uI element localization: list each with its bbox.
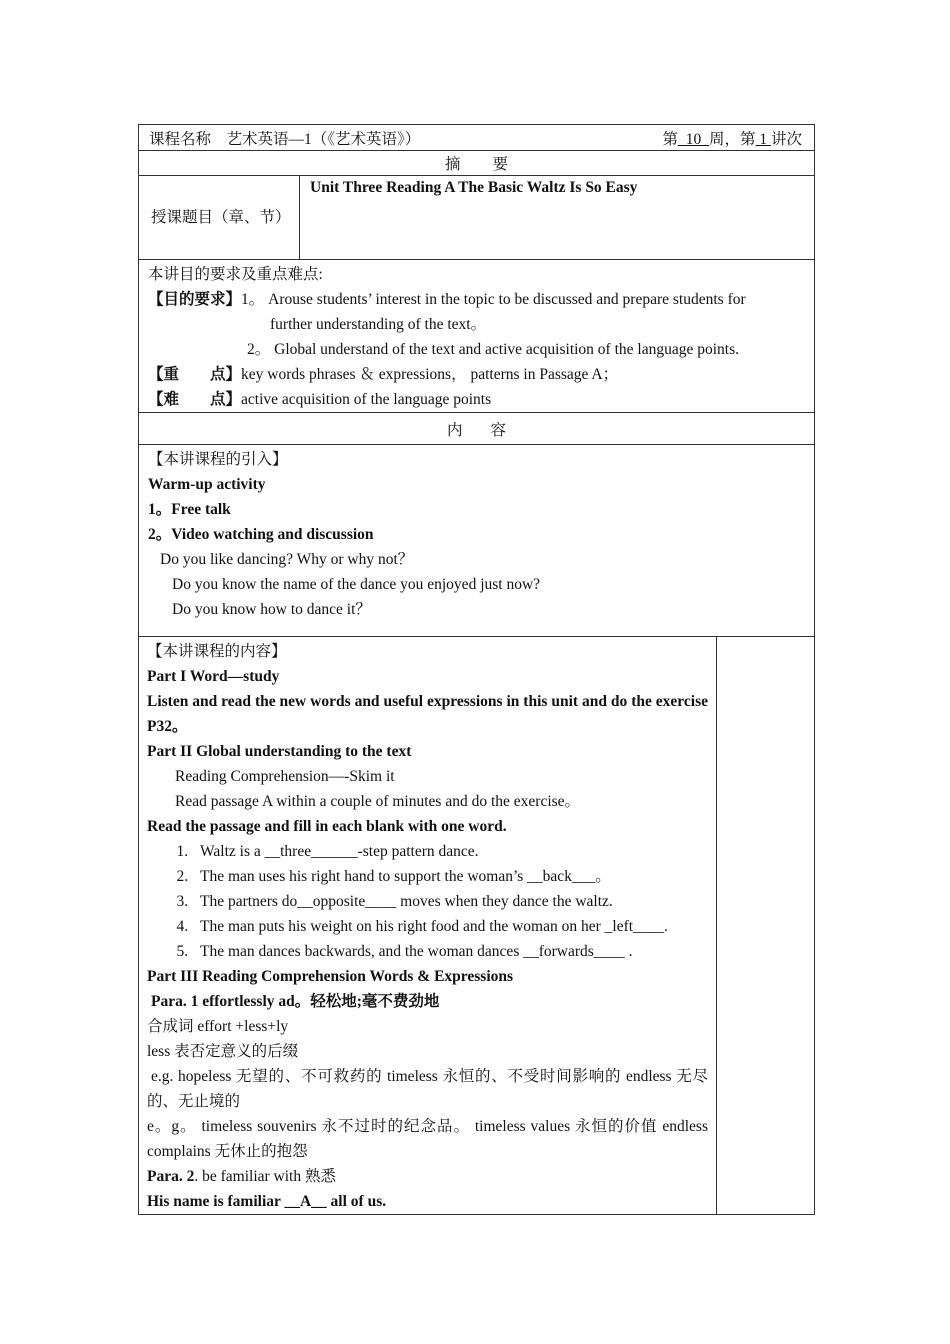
example-sentence: His name is familiar __A__ all of us. — [147, 1193, 387, 1210]
fill-item: 2. The man uses his right hand to support the woman’s __back___。 — [192, 864, 708, 889]
requirement-2: 2。 Global understand of the text and active acquisition of the language points. — [247, 341, 739, 358]
example-2: e。g。 timeless souvenirs 永不过时的纪念品。 timeless values 永恒的价值 endless complains 无休止的抱怨 — [147, 1118, 708, 1160]
fill-item: 1. Waltz is a __three______-step pattern dance. — [192, 839, 708, 864]
compound-word: 合成词 effort +less+ly — [147, 1018, 289, 1035]
week-number: 10 — [677, 130, 709, 148]
video-discussion: 2。Video watching and discussion — [148, 526, 374, 543]
course-header-row — [139, 125, 814, 151]
free-talk: 1。Free talk — [148, 501, 231, 518]
objectives-section — [139, 260, 814, 413]
lecture-number: 1 — [755, 130, 771, 148]
fill-list — [147, 839, 708, 964]
key-points — [148, 362, 806, 387]
week-lecture-info — [662, 127, 802, 149]
reading-comprehension: Reading Comprehension—-Skim it — [175, 768, 395, 785]
difficult-text: active acquisition of the language points — [241, 391, 492, 408]
part-2-title: Part II Global understanding to the text — [147, 743, 412, 760]
difficult-label: 【难 点】 — [148, 391, 242, 408]
fill-item: 5. The man dances backwards, and the woman dances __forwards____ . — [192, 939, 708, 964]
content-main — [139, 637, 717, 1214]
topic-value: Unit Three Reading A The Basic Waltz Is So Easy — [310, 179, 638, 196]
requirement-1 — [148, 287, 806, 312]
fill-title: Read the passage and fill in each blank with one word. — [147, 818, 507, 835]
topic-row — [139, 176, 814, 260]
less-suffix: less 表否定意义的后缀 — [147, 1043, 299, 1060]
part-1-title: Part I Word—study — [147, 668, 280, 685]
para-2-text: . be familiar with 熟悉 — [194, 1168, 336, 1185]
summary-title: 摘要 — [139, 151, 814, 176]
topic-label: 授课题目（章、节） — [139, 176, 300, 259]
requirement-1-cont: further understanding of the text。 — [270, 316, 487, 333]
para-2-label: Para. 2 — [147, 1168, 195, 1185]
example-1: e.g. hopeless 无望的、不可救药的 timeless 永恒的、不受时间影响的 endless 无尽的、无止境的 — [147, 1068, 708, 1110]
course-name: 课程名称 艺术英语—1（《艺术英语》） — [149, 130, 421, 148]
content-row — [139, 637, 814, 1214]
fill-item: 3. The partners do__opposite____ moves when they dance the waltz. — [192, 889, 708, 914]
fill-item: 4. The man puts his weight on his right food and the woman on her _left____. — [192, 914, 708, 939]
week-middle: 周，第 — [708, 130, 756, 148]
question-2: Do you know the name of the dance you enjoyed just now? — [172, 576, 541, 593]
warmup-heading: Warm-up activity — [148, 476, 266, 493]
key-label: 【重 点】 — [148, 366, 242, 383]
intro-heading: 【本讲课程的引入】 — [148, 451, 288, 468]
lecture-suffix: 讲次 — [770, 130, 802, 148]
objectives-intro: 本讲目的要求及重点难点: — [148, 266, 323, 283]
part-1-desc: Listen and read the new words and useful expressions in this unit and do the exercise P32。 — [147, 693, 708, 735]
difficult-points — [148, 387, 806, 412]
intro-section — [139, 445, 814, 637]
requirement-1-text: 1。 Arouse students’ interest in the topic to be discussed and prepare students for — [241, 291, 746, 308]
lesson-plan-table — [138, 124, 815, 1215]
para-1-word: Para. 1 effortlessly ad。轻松地;毫不费劲地 — [151, 993, 440, 1010]
content-heading: 【本讲课程的内容】 — [147, 643, 287, 660]
week-prefix: 第 — [662, 130, 678, 148]
para-2-word — [147, 1164, 708, 1189]
content-title: 内容 — [139, 413, 814, 445]
question-3: Do you know how to dance it？ — [172, 601, 371, 618]
reading-desc: Read passage A within a couple of minutes and do the exercise。 — [175, 793, 581, 810]
content-side-column — [717, 637, 814, 1214]
part-3-title: Part III Reading Comprehension Words & Expressions — [147, 968, 514, 985]
requirement-label: 【目的要求】 — [148, 291, 242, 308]
key-text: key words phrases ＆ expressions， patterns in Passage A； — [241, 366, 619, 383]
question-1: Do you like dancing? Why or why not？ — [160, 551, 414, 568]
